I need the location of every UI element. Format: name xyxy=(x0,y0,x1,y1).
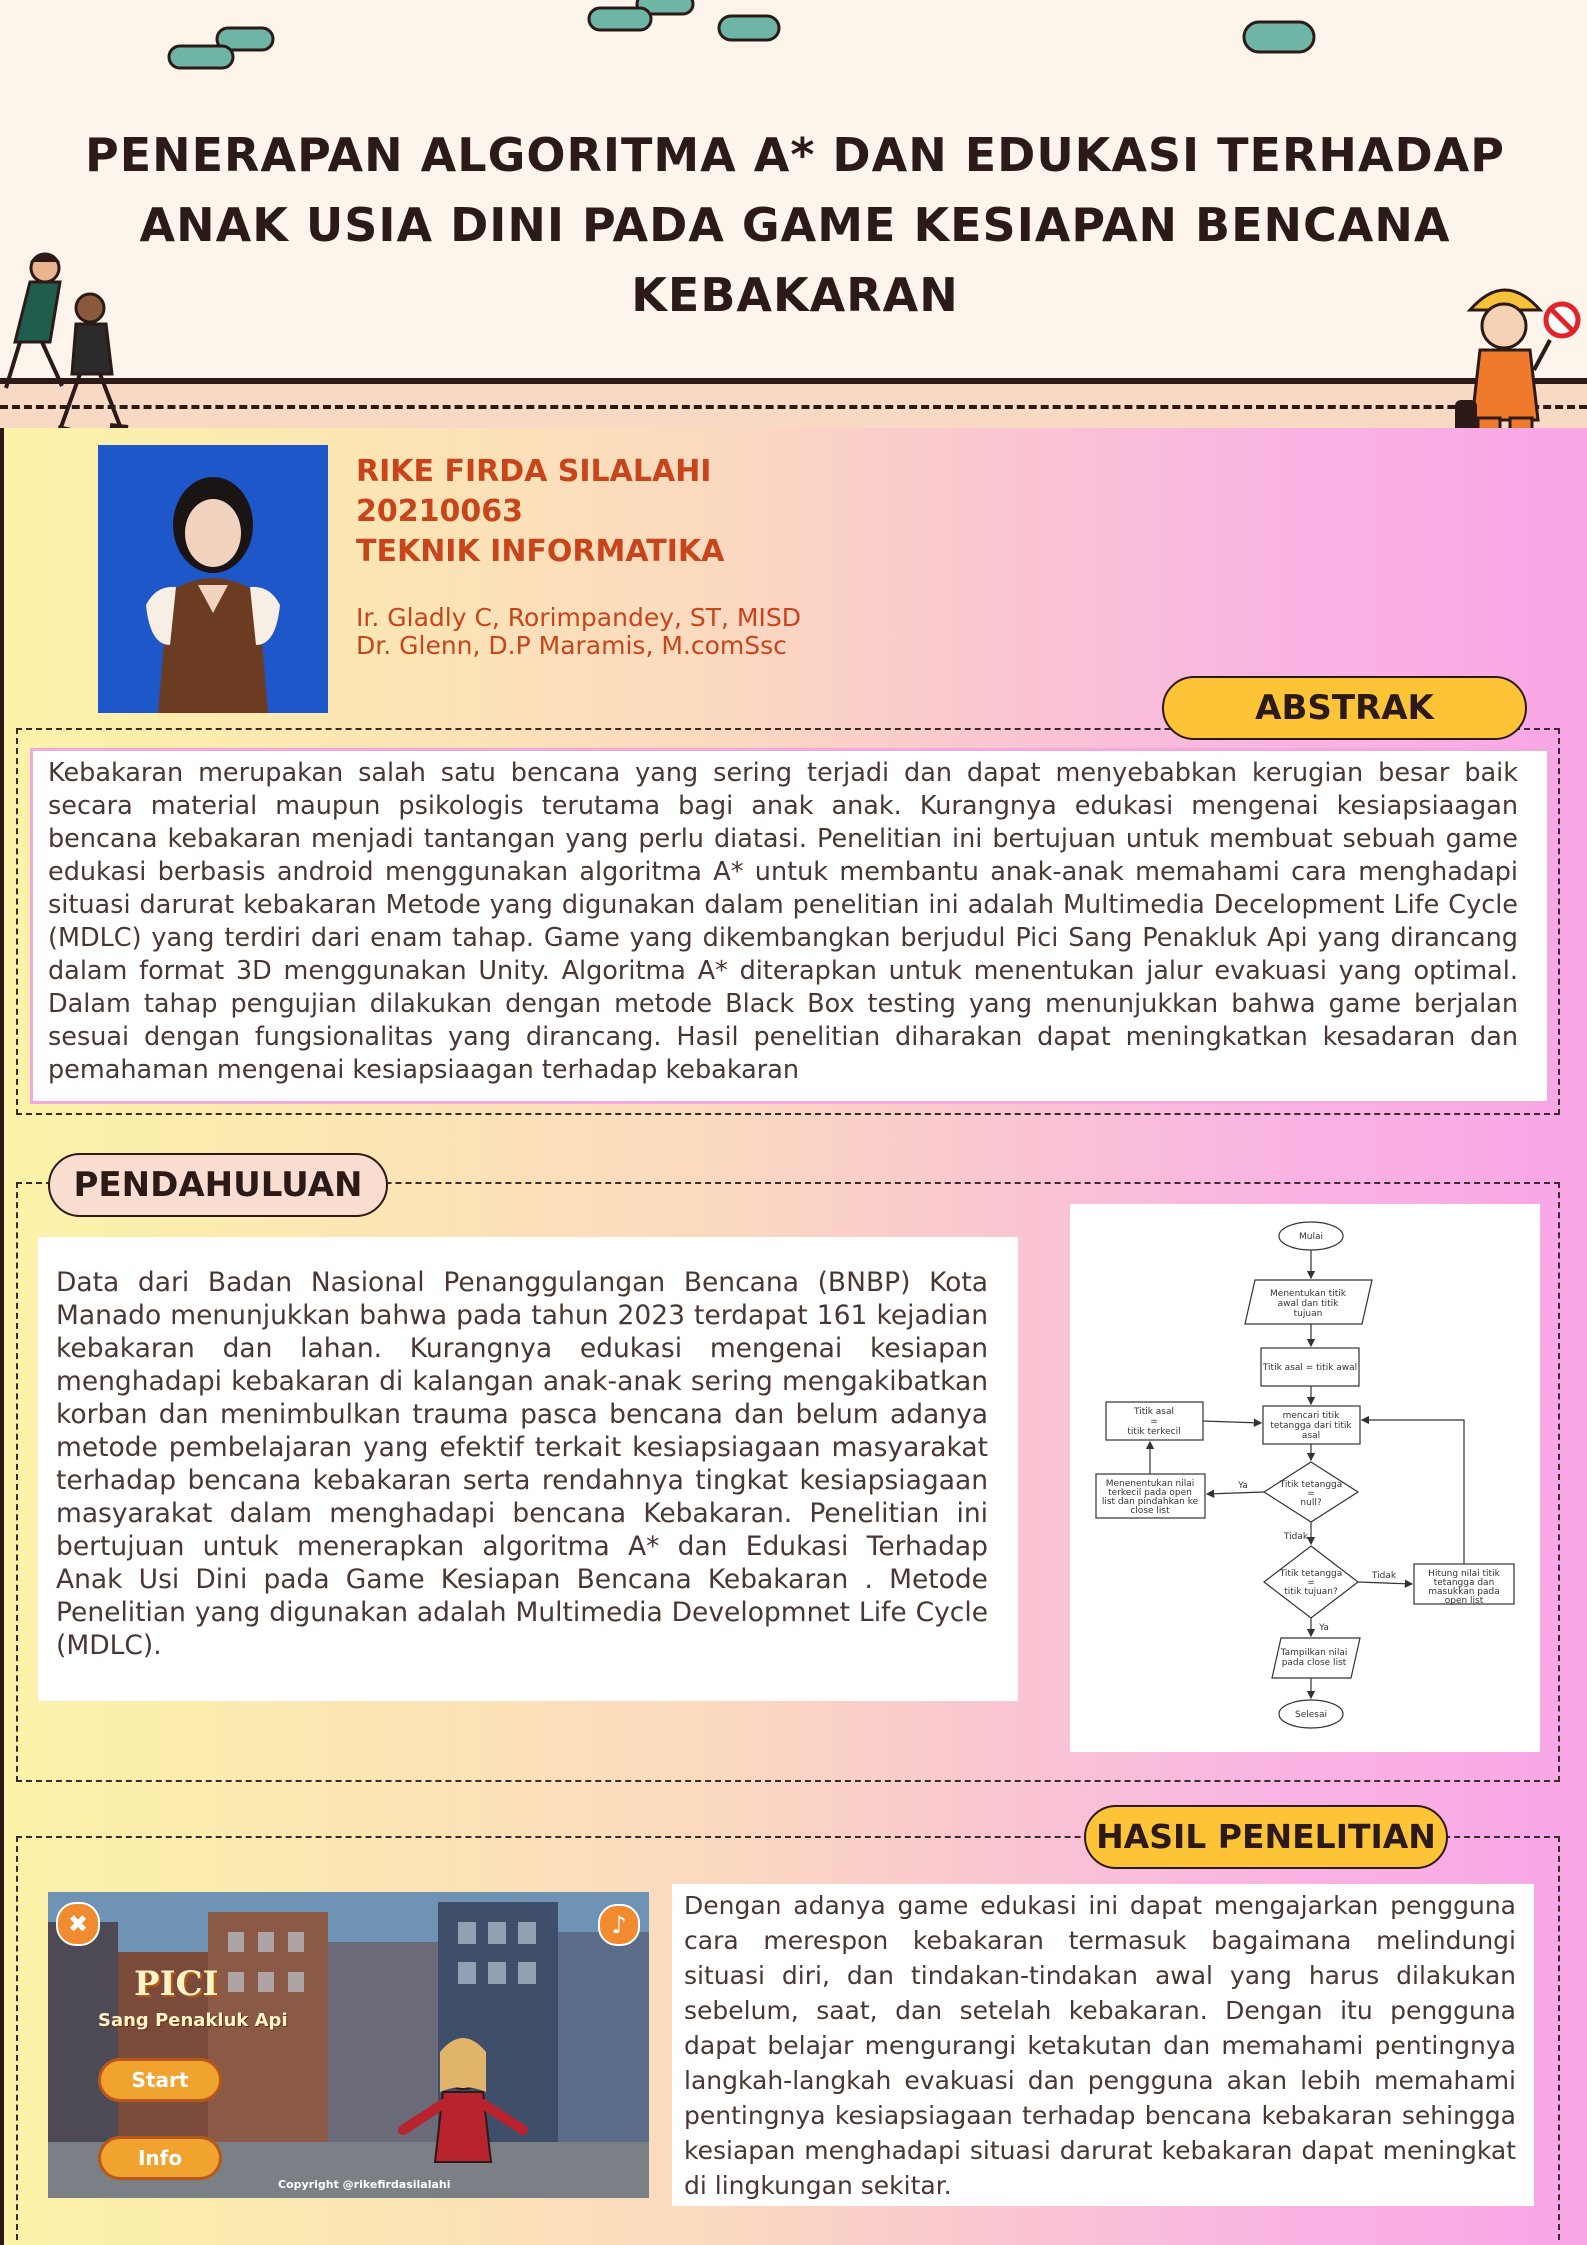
flow-label: terkecil pada open xyxy=(1108,1488,1192,1498)
flow-no-label: Tidak xyxy=(1371,1571,1397,1581)
road-divider xyxy=(0,378,1587,434)
flow-label: Titik tetangga xyxy=(1279,1480,1343,1490)
flow-label: = xyxy=(1307,1578,1315,1588)
title-line: ANAK USIA DINI PADA GAME KESIAPAN BENCANA xyxy=(139,198,1451,252)
flow-label: close list xyxy=(1130,1506,1170,1516)
flow-end-label: Selesai xyxy=(1295,1710,1327,1720)
road-dash-line xyxy=(0,405,1587,409)
game-screenshot xyxy=(48,1892,649,2198)
people-illustration-icon xyxy=(0,250,135,450)
flow-label: titik terkecil xyxy=(1127,1427,1181,1437)
author-program: TEKNIK INFORMATIKA xyxy=(356,534,725,569)
advisors-block xyxy=(356,604,801,660)
flow-yes-label: Ya xyxy=(1238,1481,1248,1491)
author-photo xyxy=(98,445,328,713)
flow-label: awal dan titik xyxy=(1277,1299,1339,1309)
game-copyright: Copyright @rikefirdasilalahi xyxy=(278,2178,451,2191)
abstract-text: Kebakaran merupakan salah satu bencana yang sering terjadi dan dapat menyebabkan kerugian besar baik secara material maupun psikologis terutama bagi anak anak. Kurangnya edukasi mengenai kesiapsiaagan bencana kebakaran menjadi tantangan yang perlu diatasi. Penelitian ini bertujuan untuk membuat sebuah game edukasi berbasis android menggunakan algoritma A* untuk membantu anak-anak memahami cara menghadapi situasi darurat kebakaran Metode yang digunakan dalam penelitian ini adalah Multimedia Decelopment Life Cycle (MDLC) yang terdiri dari enam tahap. Game yang dikembangkan berjudul Pici Sang Penakluk Api yang dirancang dalam format 3D menggunakan Unity. Algoritma A* diterapkan untuk menentukan jalur evakuasi yang optimal. Dalam tahap pengujian dilakukan dengan metode Black Box testing yang menunjukkan bahwa game berjalan sesuai dengan fungsionalitas yang dirancang. Hasil penelitian diharakan dapat meningkatkan kesadaran dan pemahaman mengenai kesiapsiaagan terhadap kebakaran xyxy=(48,758,1518,1085)
flow-label: tujuan xyxy=(1293,1309,1323,1319)
cloud-icon xyxy=(165,18,285,76)
flow-label: tetangga dan xyxy=(1433,1578,1495,1588)
flow-label: = xyxy=(1150,1417,1158,1427)
info-button[interactable]: Info xyxy=(98,2136,222,2180)
pendahuluan-text: Data dari Badan Nasional Penanggulangan Bencana (BNBP) Kota Manado menunjukkan bahwa pada tahun 2023 terdapat 161 kejadian kebakaran dan lahan. Kurangnya edukasi mengenai kesiapan menghadapi kebakaran di kalangan anak-anak sering mengakibatkan korban dan menimbulkan trauma pasca bencana dan belum adanya metode pembelajaran yang efektif terkait kesiapsiagaan masyarakat terhadap bencana kebakaran serta rendahnya tingkat kesiapsiagaan masyarakat dalam menghadapi bencana Kebakaran. Penelitian ini bertujuan untuk menerapkan algoritma A* dan Edukasi Terhadap Anak Usi Dini pada Game Kesiapan Bencana Kebakaran . Metode Penelitian yang digunakan adalah Multimedia Developmnet Life Cycle (MDLC). xyxy=(56,1267,988,1661)
cloud-icon xyxy=(1240,18,1320,58)
flow-label: titik tujuan? xyxy=(1284,1587,1338,1597)
astar-flowchart xyxy=(1070,1204,1540,1752)
person-avatar-icon xyxy=(98,445,328,713)
flow-yes-label: Ya xyxy=(1319,1623,1329,1633)
game-subtitle: Sang Penakluk Api xyxy=(98,2010,288,2031)
pendahuluan-heading: PENDAHULUAN xyxy=(48,1153,388,1217)
flow-start-label: Mulai xyxy=(1299,1232,1323,1242)
flow-label: Hitung nilai titik xyxy=(1428,1569,1500,1579)
flow-label: tetangga dari titik xyxy=(1270,1421,1352,1431)
flow-label: pada close list xyxy=(1281,1658,1347,1668)
advisor-name: Ir. Gladly C, Rorimpandey, ST, MISD xyxy=(356,603,801,632)
flow-label: Menentukan titik xyxy=(1270,1289,1346,1299)
flow-label: open list xyxy=(1444,1596,1484,1606)
flow-label: Titik asal xyxy=(1133,1407,1175,1417)
close-icon[interactable]: ✖ xyxy=(56,1902,100,1946)
flow-label: asal xyxy=(1301,1431,1321,1441)
hasil-heading: HASIL PENELITIAN xyxy=(1084,1805,1448,1869)
flow-label: null? xyxy=(1300,1498,1322,1508)
abstract-heading: ABSTRAK xyxy=(1162,676,1527,740)
author-name: RIKE FIRDA SILALAHI xyxy=(356,454,712,489)
cloud-icon xyxy=(585,0,705,40)
author-id: 20210063 xyxy=(356,494,523,529)
title-line: KEBAKARAN xyxy=(631,268,959,322)
author-block xyxy=(356,452,724,572)
title-line: PENERAPAN ALGORITMA A* DAN EDUKASI TERHADAP xyxy=(84,128,1505,182)
cloud-icon xyxy=(715,12,785,46)
flow-label: masukkan pada xyxy=(1428,1587,1500,1597)
music-icon[interactable]: ♪ xyxy=(598,1904,640,1946)
header xyxy=(0,0,1587,380)
flow-label: Titik tetangga xyxy=(1279,1569,1343,1579)
flow-label: Titik asal = titik awal xyxy=(1262,1363,1358,1373)
flow-label: = xyxy=(1307,1489,1315,1499)
flow-label: mencari titik xyxy=(1282,1411,1340,1421)
start-button[interactable]: Start xyxy=(98,2058,222,2102)
hasil-text: Dengan adanya game edukasi ini dapat mengajarkan pengguna cara merespon kebakaran termasuk bagaimana melindungi situasi diri, dan tindakan-tindakan awal yang harus dilakukan sebelum, saat, dan setelah kebakaran. Dengan itu pengguna dapat belajar mengurangi ketakutan dan memahami pentingnya langkah-langkah evakuasi dan pengguna akan lebih memahami pentingnya kesiapsiagaan terhadap bencana kebakaran sehingga kesiapan menghadapi situasi darurat kebakaran dapat meningkat di lingkungan sekitar. xyxy=(684,1891,1516,2200)
flow-label: Tampilkan nilai xyxy=(1280,1648,1348,1658)
poster-title xyxy=(80,120,1510,330)
flow-no-label: Tidak xyxy=(1283,1532,1309,1542)
flow-label: list dan pindahkan ke xyxy=(1101,1497,1199,1507)
flow-label: Menenentukan nilai xyxy=(1105,1479,1195,1489)
game-title: PICI xyxy=(134,1964,219,2004)
advisor-name: Dr. Glenn, D.P Maramis, M.comSsc xyxy=(356,631,787,660)
